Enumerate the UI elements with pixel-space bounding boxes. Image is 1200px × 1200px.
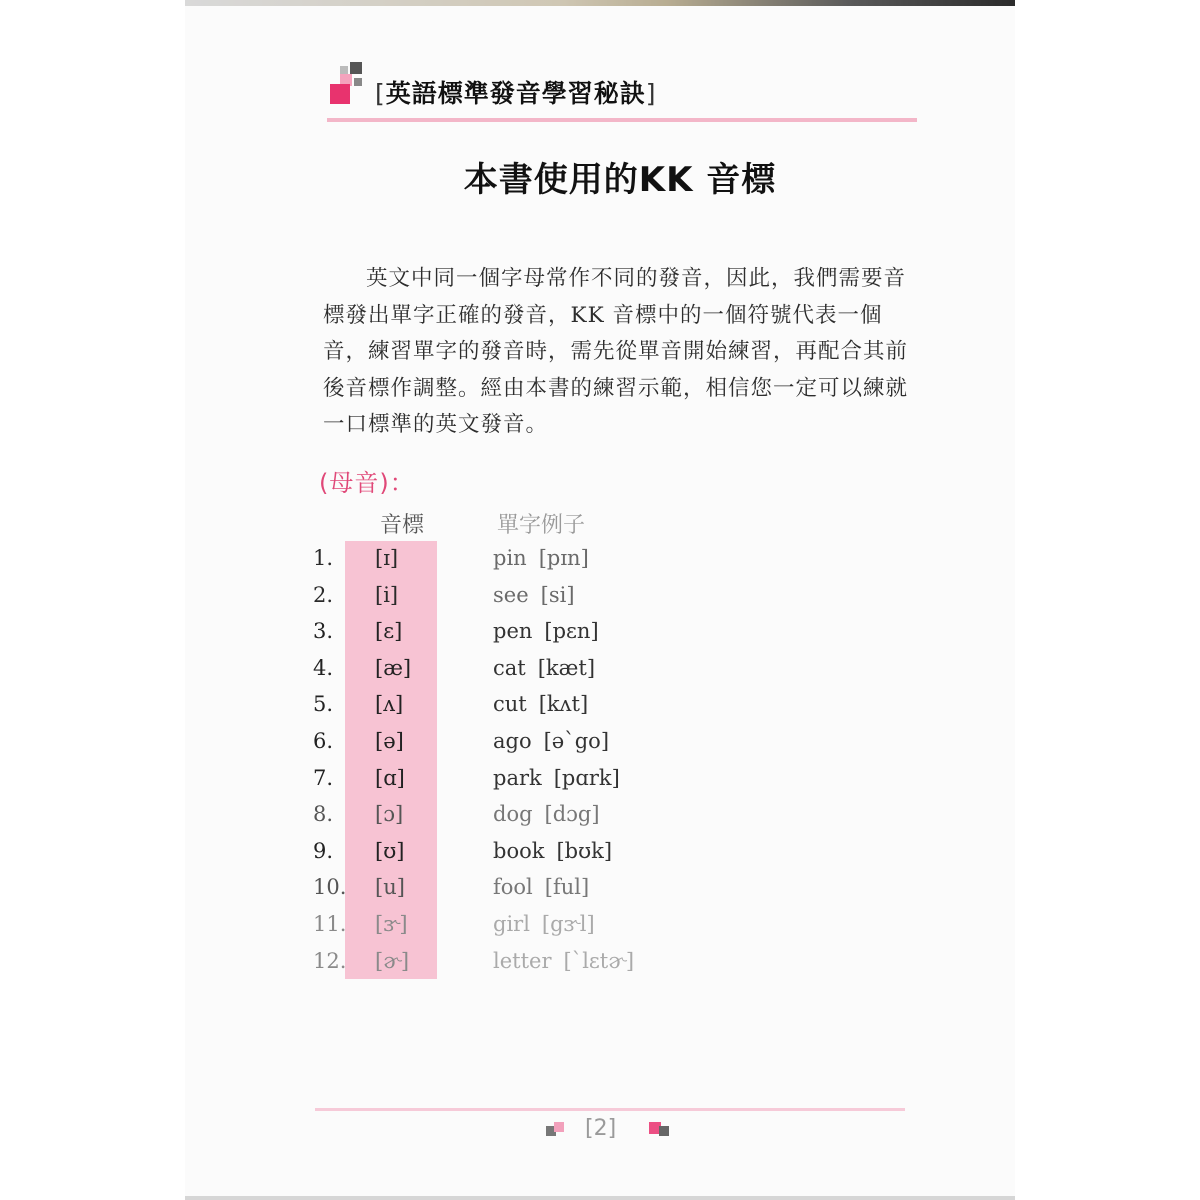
example-word [493,540,589,577]
example-word [493,613,599,650]
example-word [493,796,600,833]
vowel-row [313,869,813,906]
example-ipa: [bʊk] [556,838,613,863]
example-word-text: cut [493,692,527,717]
kk-symbol: [æ] [375,655,412,680]
example-word [493,760,620,797]
row-number: 11. [313,911,347,936]
example-ipa: [kæt] [537,655,596,680]
example-ipa: [əˋgo] [543,728,610,753]
column-header-example: 單字例子 [497,513,586,538]
vowel-row [313,723,813,760]
example-ipa: [gɝl] [541,911,595,936]
kk-symbol: [ʌ] [375,692,404,717]
row-number: 4. [313,655,334,680]
example-word-text: see [493,582,529,607]
kk-symbol: [ə] [375,728,404,753]
header-bracket-open: [ [375,79,386,108]
kk-symbol: [u] [375,875,405,900]
example-word [493,833,612,870]
example-ipa: [kʌt] [538,692,589,717]
column-header-symbol: 音標 [380,513,425,538]
running-header [375,74,657,110]
footer-decoration-right-icon [645,1118,675,1140]
example-word-text: book [493,838,545,863]
example-ipa: [si] [540,582,575,607]
example-word-text: girl [493,911,530,936]
kk-symbol: [ɪ] [375,546,399,570]
example-ipa: [pɪn] [538,546,589,570]
row-number: 5. [313,692,334,717]
vowel-table [313,540,813,979]
footer-divider [315,1108,905,1111]
example-word [493,943,634,980]
kk-symbol: [ɑ] [375,765,405,790]
row-number: 8. [313,802,334,827]
row-number: 10. [313,875,347,900]
intro-paragraph [323,261,923,444]
kk-symbol: [ɝ] [375,911,408,936]
row-number: 9. [313,838,334,863]
example-word-text: pin [493,546,527,570]
example-ipa: [ful] [544,875,590,900]
row-number: 12. [313,948,347,973]
example-ipa: [pɛn] [544,619,599,644]
kk-symbol: [ɔ] [375,802,404,827]
vowel-row [313,760,813,797]
example-word [493,869,589,906]
example-word [493,650,595,687]
vowel-row [313,796,813,833]
page-bottom-edge [185,1196,1015,1200]
book-page [185,0,1015,1200]
header-divider [327,118,917,122]
section-label-vowels: (母音)： [319,469,415,497]
example-word [493,577,575,614]
example-word-text: cat [493,655,526,680]
example-word-text: pen [493,619,533,644]
example-word [493,906,595,943]
row-number: 2. [313,582,334,607]
vowel-row [313,943,813,980]
example-word-text: fool [493,875,533,900]
row-number: 7. [313,765,334,790]
header-bracket-close: ] [645,79,657,108]
kk-symbol: [ɚ] [375,948,410,973]
header-title-text: 英語標準發音學習秘訣 [385,79,646,108]
page-number: [2] [585,1116,617,1141]
example-word [493,723,609,760]
kk-symbol: [ʊ] [375,838,405,863]
vowel-row [313,577,813,614]
vowel-row [313,906,813,943]
vowel-row [313,686,813,723]
example-word [493,686,588,723]
example-word-text: dog [493,802,533,827]
page-top-edge [185,0,1015,6]
kk-symbol: [i] [375,582,399,607]
vowel-row [313,613,813,650]
example-ipa: [dɔg] [544,802,600,827]
row-number: 6. [313,728,334,753]
vowel-row [313,650,813,687]
row-number: 3. [313,619,334,644]
header-decoration-icon [330,60,370,106]
footer-decoration-left-icon [540,1118,570,1140]
example-ipa: [pɑrk] [553,765,620,790]
example-word-text: ago [493,728,532,753]
vowel-row [313,540,813,577]
kk-symbol: [ɛ] [375,619,403,644]
page-title: 本書使用的KK 音標 [463,160,777,200]
example-word-text: park [493,765,542,790]
example-ipa: [ˋlɛtɚ] [563,948,635,973]
example-word-text: letter [493,948,552,973]
row-number: 1. [313,546,334,570]
vowel-row [313,833,813,870]
intro-text: 英文中同一個字母常作不同的發音，因此，我們需要音標發出單字正確的發音，KK 音標中的一個符號代表一個音，練習單字的發音時，需先從單音開始練習，再配合其前後音標作調整。經由本書的練習示範，相信您一定可以練就一口標準的英文發音。 [323,266,909,437]
